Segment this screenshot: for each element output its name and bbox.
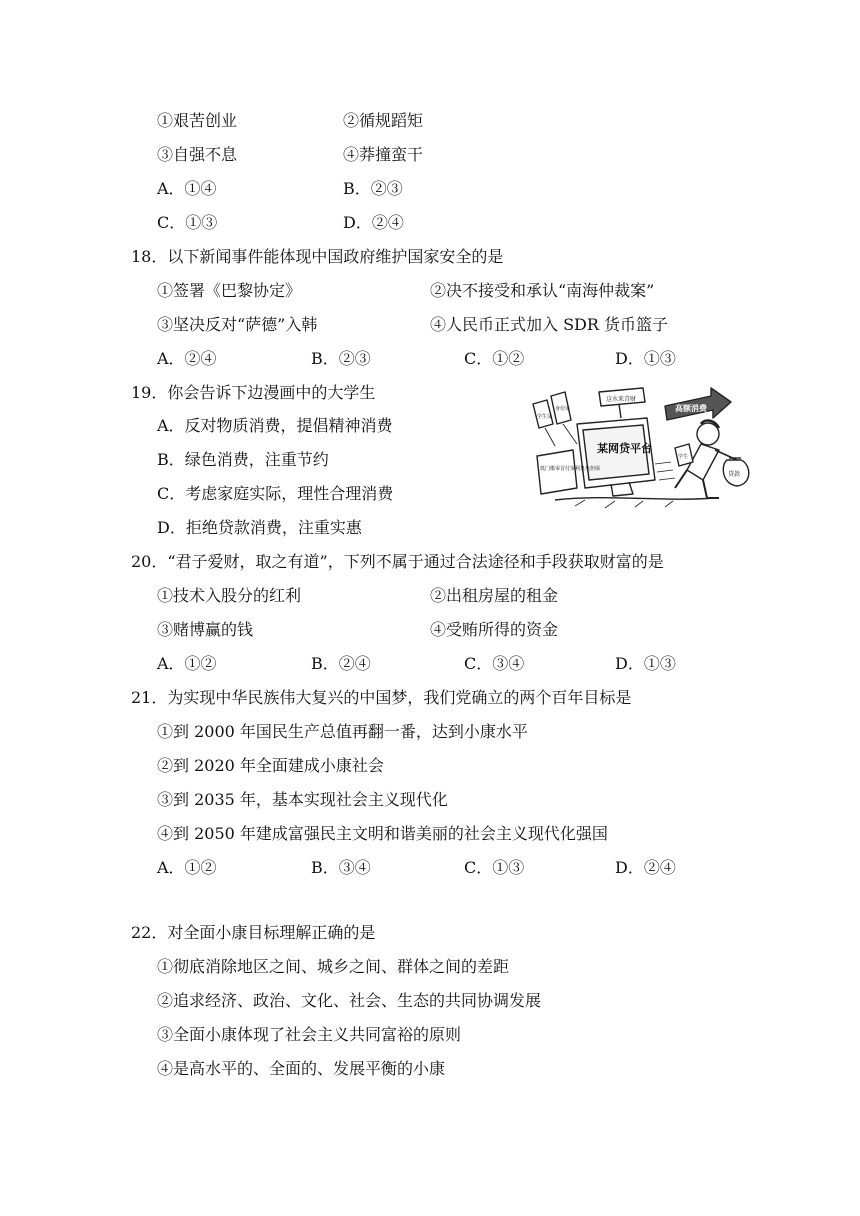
q20-choice-d: D．①③ bbox=[615, 654, 676, 673]
online-loan-cartoon bbox=[515, 384, 753, 514]
q17-option-1: ①艰苦创业 bbox=[157, 111, 238, 130]
q19-choice-a: A．反对物质消费，提倡精神消费 bbox=[157, 416, 393, 435]
q19-choice-c: C．考虑家庭实际，理性合理消费 bbox=[157, 484, 394, 503]
q17-choice-c: C．①③ bbox=[157, 213, 218, 232]
q17-option-2: ②循规蹈矩 bbox=[343, 111, 424, 130]
q21-choice-b: B．③④ bbox=[311, 858, 371, 877]
cartoon-tag-left: 学生证 bbox=[537, 414, 553, 420]
q18-choice-a: A．②④ bbox=[157, 349, 217, 368]
q20-option-2: ②出租房屋的租金 bbox=[430, 586, 559, 605]
q21-choice-a: A．①② bbox=[157, 858, 217, 877]
q19-choice-d: D．拒绝贷款消费，注重实惠 bbox=[157, 518, 362, 537]
q19-stem: 19．你会告诉下边漫画中的大学生 bbox=[131, 383, 376, 402]
q20-option-3: ③赌博赢的钱 bbox=[157, 620, 254, 639]
q21-choice-c: C．①③ bbox=[464, 858, 525, 877]
cartoon-bag-text: 贷款 bbox=[728, 471, 741, 478]
q18-choice-d: D．①③ bbox=[615, 349, 676, 368]
q17-choice-b: B．②③ bbox=[343, 179, 403, 198]
cartoon-note-text: 学生 bbox=[678, 454, 689, 460]
q20-option-1: ①技术入股分的红利 bbox=[157, 586, 302, 605]
q17-option-4: ④莽撞蛮干 bbox=[343, 145, 424, 164]
q21-stem: 21．为实现中华民族伟大复兴的中国梦，我们党确立的两个百年目标是 bbox=[131, 688, 632, 707]
q21-choice-d: D．②④ bbox=[615, 858, 676, 877]
q20-choice-b: B．②④ bbox=[311, 654, 371, 673]
q17-choice-d: D．②④ bbox=[343, 213, 404, 232]
q21-option-4: ④到 2050 年建成富强民主文明和谐美丽的社会主义现代化强国 bbox=[157, 824, 608, 843]
q18-choice-c: C．①② bbox=[464, 349, 525, 368]
q17-choice-a: A．①④ bbox=[157, 179, 217, 198]
q22-option-1: ①彻底消除地区之间、城乡之间、群体之间的差距 bbox=[157, 957, 510, 976]
q22-option-3: ③全面小康体现了社会主义共同富裕的原则 bbox=[157, 1025, 462, 1044]
q18-option-4: ④人民币正式加入 SDR 货币篮子 bbox=[430, 315, 669, 334]
q22-option-4: ④是高水平的、全面的、发展平衡的小康 bbox=[157, 1059, 446, 1078]
q20-choice-a: A．①② bbox=[157, 654, 217, 673]
cartoon-banner: 高额消费 bbox=[675, 404, 707, 413]
q20-option-4: ④受贿所得的资金 bbox=[430, 620, 559, 639]
cartoon-sign-top: 这水来青财 bbox=[606, 396, 637, 403]
q22-option-2: ②追求经济、政治、文化、社会、生态的共同协调发展 bbox=[157, 991, 542, 1010]
q19-choice-b: B．绿色消费，注重节约 bbox=[157, 450, 329, 469]
q21-option-2: ②到 2020 年全面建成小康社会 bbox=[157, 756, 384, 775]
q18-option-1: ①签署《巴黎协定》 bbox=[157, 281, 302, 300]
cartoon-box-text: 低门槛零首付零利息免担保 bbox=[540, 466, 601, 472]
q18-option-3: ③坚决反对“萨德”入韩 bbox=[157, 315, 318, 334]
q18-stem: 18．以下新闻事件能体现中国政府维护国家安全的是 bbox=[131, 247, 504, 266]
cartoon-screen-text: 某网贷平台 bbox=[597, 442, 652, 455]
q17-option-3: ③自强不息 bbox=[157, 145, 238, 164]
q21-option-1: ①到 2000 年国民生产总值再翻一番，达到小康水平 bbox=[157, 722, 528, 741]
cartoon-tag-right: 身份证 bbox=[555, 406, 571, 412]
q22-stem: 22．对全面小康目标理解正确的是 bbox=[131, 923, 376, 942]
q20-choice-c: C．③④ bbox=[464, 654, 525, 673]
q21-option-3: ③到 2035 年，基本实现社会主义现代化 bbox=[157, 790, 448, 809]
q18-choice-b: B．②③ bbox=[311, 349, 371, 368]
q18-option-2: ②决不接受和承认“南海仲裁案” bbox=[430, 281, 655, 300]
q20-stem: 20．“君子爱财，取之有道”，下列不属于通过合法途径和手段获取财富的是 bbox=[131, 552, 664, 571]
